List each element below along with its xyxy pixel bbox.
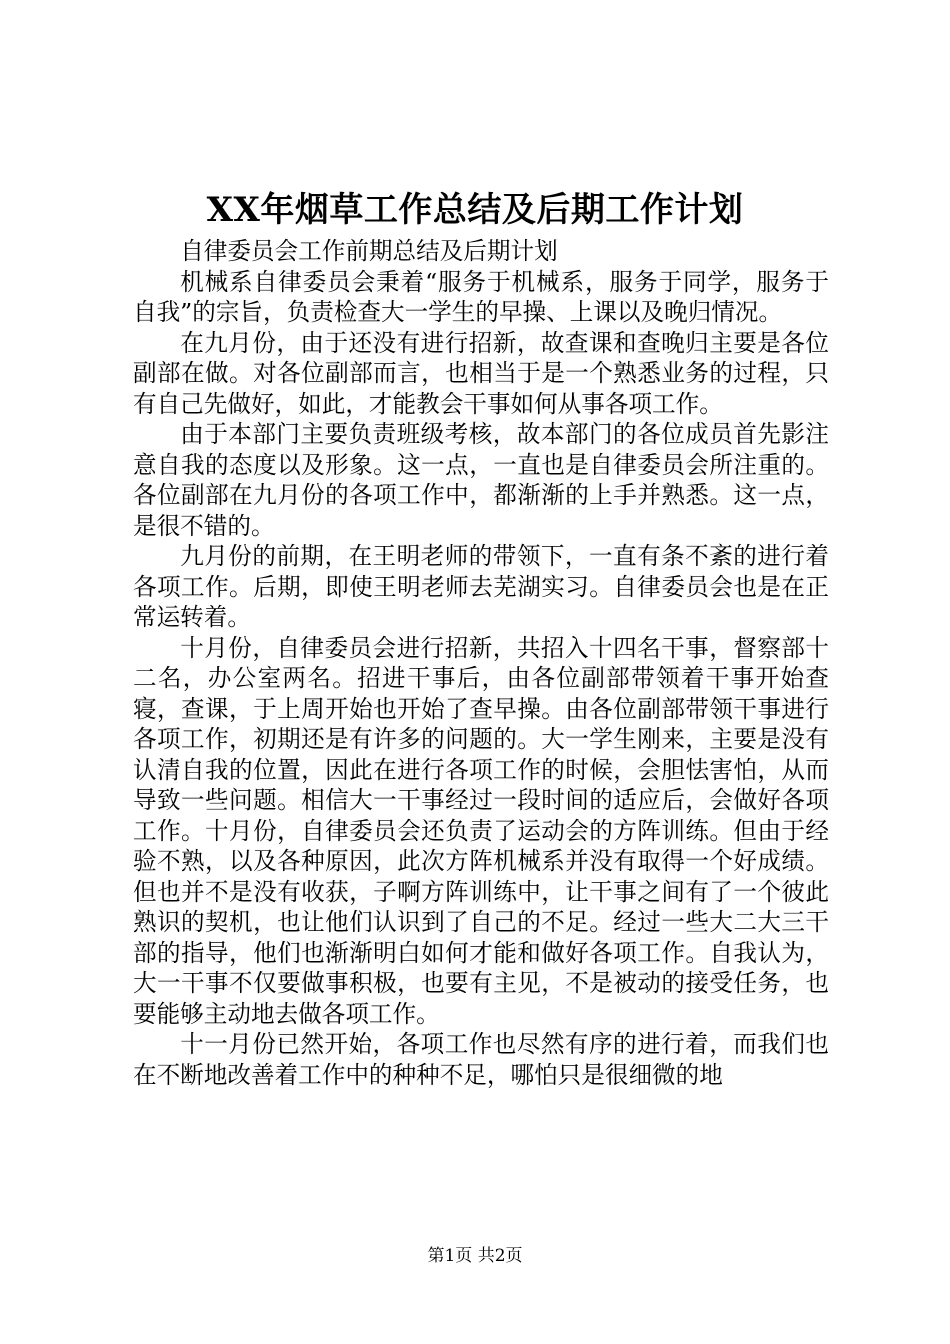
paragraph-october: 十月份，自律委员会进行招新，共招入十四名干事，督察部十二名，办公室两名。招进干事后，由各位副部带领着干事开始查寝，查课，于上周开始也开始了查早操。由各位副部带领干事进行各项工作，初期还是有许多的问题的。大一学生刚来，主要是没有认清自我的位置，因此在进行各项工作的时候，会胆怯害怕，从而导致一些问题。相信大一干事经过一段时间的适应后，会做好各项工作。十月份，自律委员会还负责了运动会的方阵训练。但由于经验不熟，以及各种原因，此次方阵机械系并没有取得一个好成绩。但也并不是没有收获，子啊方阵训练中，让干事之间有了一个彼此熟识的契机，也让他们认识到了自己的不足。经过一些大二大三干部的指导，他们也渐渐明白如何才能和做好各项工作。自我认为，大一干事不仅要做事积极，也要有主见，不是被动的接受任务，也要能够主动地去做各项工作。	[133, 633, 829, 1028]
paragraph-september: 在九月份，由于还没有进行招新，故查课和查晚归主要是各位副部在做。对各位副部而言，也相当于是一个熟悉业务的过程，只有自己先做好，如此，才能教会干事如何从事各项工作。	[133, 328, 829, 418]
paragraph-purpose: 机械系自律委员会秉着“服务于机械系，服务于同学，服务于自我”的宗旨，负责检查大一学生的早操、上课以及晚归情况。	[133, 267, 829, 326]
document-body	[133, 236, 829, 1090]
document-title: XX年烟草工作总结及后期工作计划	[206, 190, 744, 230]
paragraph-november: 十一月份已然开始，各项工作也尽然有序的进行着，而我们也在不断地改善着工作中的种种不足，哪怕只是很细微的地	[133, 1030, 829, 1089]
paragraph-subtitle: 自律委员会工作前期总结及后期计划	[180, 237, 558, 265]
page-number-footer: 第1页 共2页	[427, 1246, 523, 1266]
paragraph-september-leadership: 九月份的前期，在王明老师的带领下，一直有条不紊的进行着各项工作。后期，即使王明老师去芜湖实习。自律委员会也是在正常运转着。	[133, 542, 829, 631]
paragraph-department-role: 由于本部门主要负责班级考核，故本部门的各位成员首先影注意自我的态度以及形象。这一点，一直也是自律委员会所注重的。各位副部在九月份的各项工作中，都渐渐的上手并熟悉。这一点，是很不错的。	[133, 420, 829, 540]
